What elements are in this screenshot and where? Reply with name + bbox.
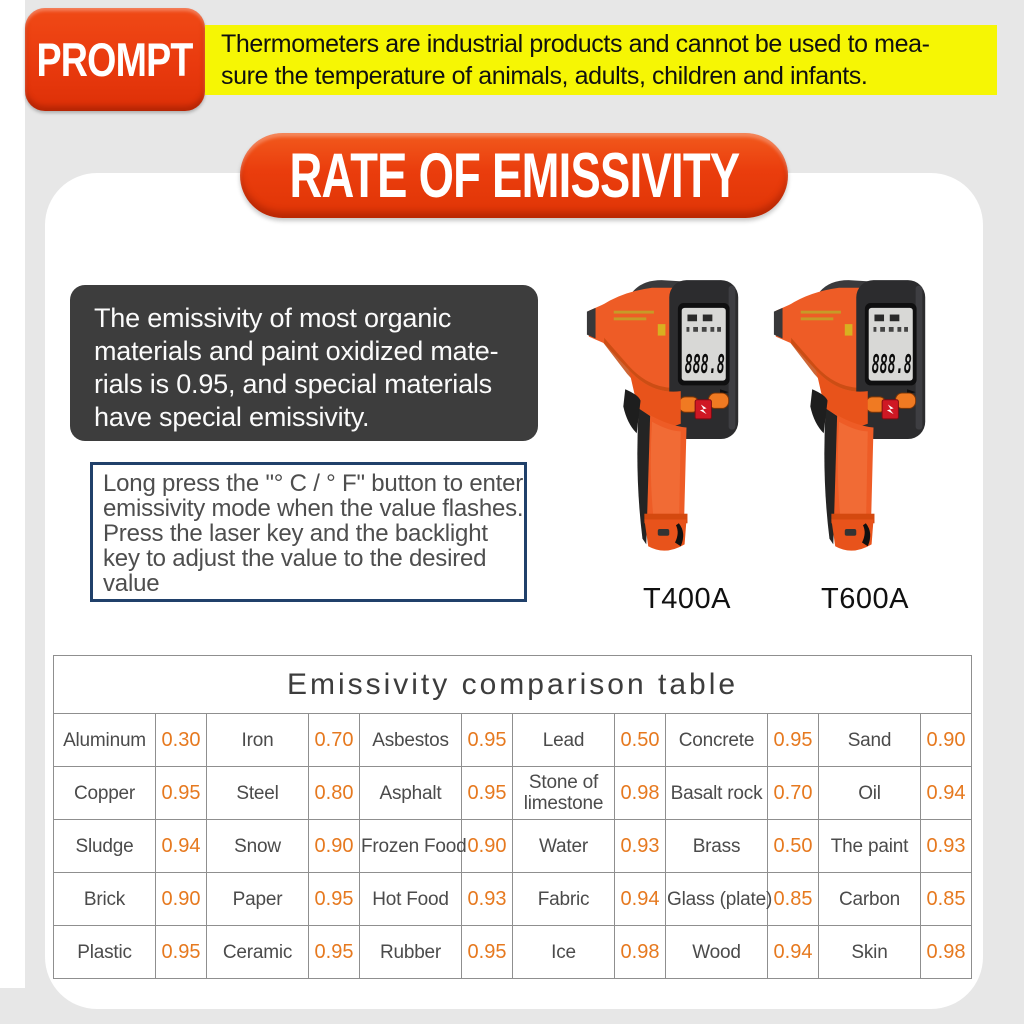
instruction-line-5: value — [103, 570, 160, 597]
material-value-cell: 0.90 — [921, 714, 972, 767]
table-row — [54, 714, 972, 767]
material-value-cell: 0.95 — [156, 767, 207, 820]
table-row — [54, 926, 972, 979]
instruction-box — [90, 462, 527, 602]
material-value-cell: 0.95 — [768, 714, 819, 767]
material-value-cell: 0.50 — [768, 820, 819, 873]
instruction-line-1: Long press the "° C / ° F" button to enter — [103, 470, 524, 497]
material-name-cell: Rubber — [360, 926, 462, 979]
material-name-cell: Oil — [819, 767, 921, 820]
material-name-cell: Ceramic — [207, 926, 309, 979]
material-name-cell: Ice — [513, 926, 615, 979]
material-name-cell: Aluminum — [54, 714, 156, 767]
thermometer-image-t400a — [585, 272, 743, 562]
emissivity-note-line-1: The emissivity of most organic — [94, 303, 452, 333]
material-name-cell: Paper — [207, 873, 309, 926]
material-value-cell: 0.95 — [462, 767, 513, 820]
rate-of-emissivity-pill — [240, 133, 788, 218]
emissivity-note-line-4: have special emissivity. — [94, 402, 370, 432]
material-value-cell: 0.90 — [309, 820, 360, 873]
material-value-cell: 0.95 — [156, 926, 207, 979]
model-label-t600a: T600A — [821, 583, 909, 615]
material-value-cell: 0.93 — [462, 873, 513, 926]
table-title: Emissivity comparison table — [54, 656, 972, 714]
instruction-line-2: emissivity mode when the value flashes. — [103, 495, 524, 522]
material-value-cell: 0.95 — [309, 873, 360, 926]
material-name-cell: Asphalt — [360, 767, 462, 820]
thermometer-image-t600a — [772, 272, 930, 562]
warning-line-2: sure the temperature of animals, adults, children and infants. — [221, 62, 868, 90]
table-row — [54, 820, 972, 873]
table-row — [54, 873, 972, 926]
material-value-cell: 0.94 — [768, 926, 819, 979]
material-value-cell: 0.93 — [615, 820, 666, 873]
material-name-cell: Concrete — [666, 714, 768, 767]
material-name-cell: Brick — [54, 873, 156, 926]
emissivity-table — [53, 655, 972, 979]
material-value-cell: 0.80 — [309, 767, 360, 820]
emissivity-note-line-3: rials is 0.95, and special materials — [94, 369, 492, 399]
warning-banner — [205, 25, 997, 95]
material-name-cell: Plastic — [54, 926, 156, 979]
material-name-cell: Asbestos — [360, 714, 462, 767]
material-name-cell: The paint — [819, 820, 921, 873]
material-name-cell: Sludge — [54, 820, 156, 873]
table-row — [54, 767, 972, 820]
warning-line-1: Thermometers are industrial products and cannot be used to mea- — [221, 30, 930, 58]
material-value-cell: 0.70 — [309, 714, 360, 767]
material-name-cell: Snow — [207, 820, 309, 873]
instruction-line-3: Press the laser key and the backlight — [103, 520, 488, 547]
material-name-cell: Steel — [207, 767, 309, 820]
material-name-cell: Fabric — [513, 873, 615, 926]
material-name-cell: Sand — [819, 714, 921, 767]
material-name-cell: Skin — [819, 926, 921, 979]
emissivity-note-line-2: materials and paint oxidized mate- — [94, 336, 499, 366]
material-value-cell: 0.98 — [615, 767, 666, 820]
material-value-cell: 0.93 — [921, 820, 972, 873]
material-name-cell: Glass (plate) — [666, 873, 768, 926]
material-name-cell: Stone of limestone — [513, 767, 615, 820]
prompt-badge — [25, 8, 205, 111]
material-value-cell: 0.94 — [156, 820, 207, 873]
section-title: RATE OF EMISSIVITY — [289, 140, 739, 211]
material-value-cell: 0.90 — [462, 820, 513, 873]
material-value-cell: 0.70 — [768, 767, 819, 820]
material-value-cell: 0.85 — [768, 873, 819, 926]
material-name-cell: Carbon — [819, 873, 921, 926]
material-name-cell: Brass — [666, 820, 768, 873]
prompt-badge-label: PROMPT — [36, 33, 194, 86]
material-value-cell: 0.95 — [462, 714, 513, 767]
material-value-cell: 0.95 — [309, 926, 360, 979]
material-name-cell: Copper — [54, 767, 156, 820]
material-name-cell: Wood — [666, 926, 768, 979]
material-name-cell: Basalt rock — [666, 767, 768, 820]
material-name-cell: Frozen Food — [360, 820, 462, 873]
material-value-cell: 0.94 — [615, 873, 666, 926]
instruction-line-4: key to adjust the value to the desired — [103, 545, 487, 572]
material-name-cell: Lead — [513, 714, 615, 767]
material-value-cell: 0.94 — [921, 767, 972, 820]
material-name-cell: Water — [513, 820, 615, 873]
left-margin-strip — [0, 0, 25, 988]
material-value-cell: 0.98 — [615, 926, 666, 979]
material-value-cell: 0.30 — [156, 714, 207, 767]
model-label-t400a: T400A — [643, 583, 731, 615]
material-value-cell: 0.50 — [615, 714, 666, 767]
material-name-cell: Iron — [207, 714, 309, 767]
emissivity-note-box — [70, 285, 538, 441]
material-value-cell: 0.85 — [921, 873, 972, 926]
material-value-cell: 0.98 — [921, 926, 972, 979]
material-value-cell: 0.95 — [462, 926, 513, 979]
material-value-cell: 0.90 — [156, 873, 207, 926]
material-name-cell: Hot Food — [360, 873, 462, 926]
